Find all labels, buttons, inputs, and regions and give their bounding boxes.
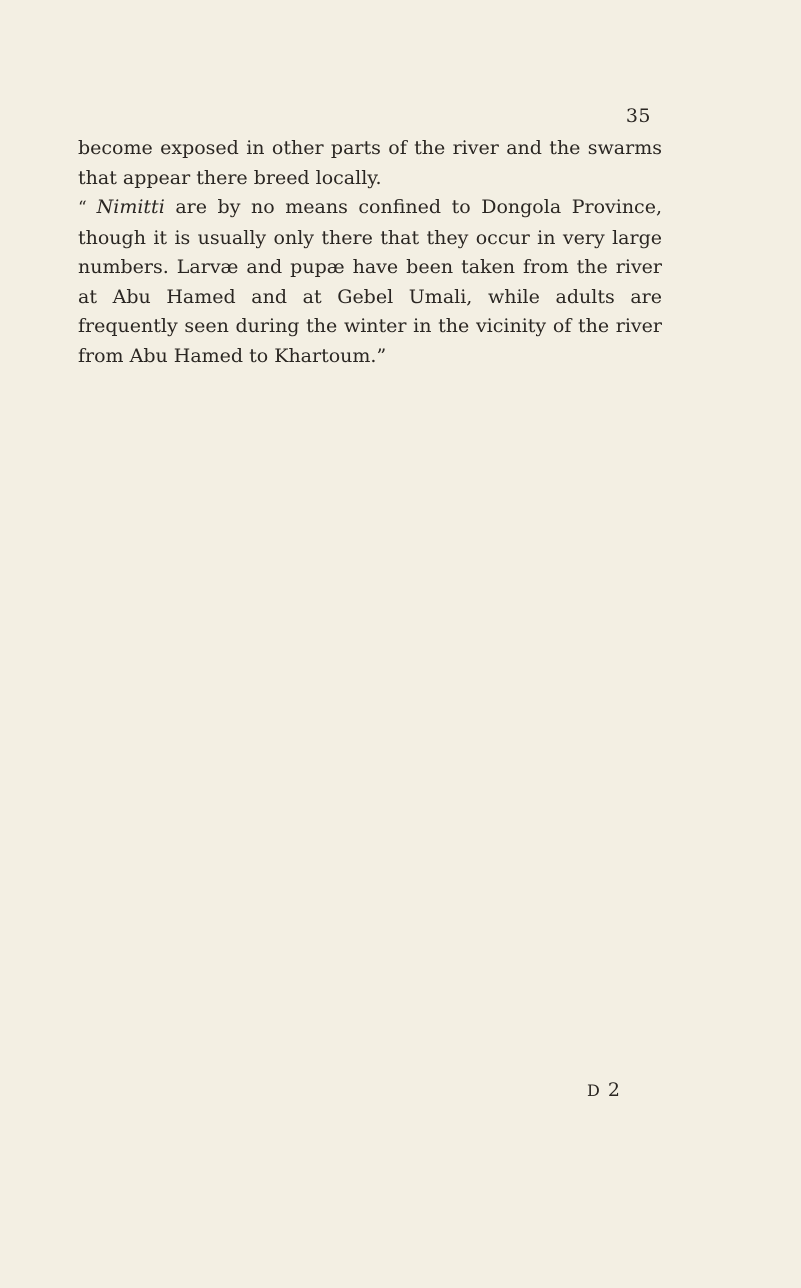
signature-mark: [587, 1079, 620, 1101]
opening-quote: “: [78, 198, 97, 218]
paragraph-1: become exposed in other parts of the river and the swarms that appear there breed locally.: [78, 137, 662, 189]
body-text: [78, 134, 662, 371]
italic-term: Nimitti: [96, 196, 165, 218]
paragraph-2-text: are by no means confined to Dongola Province, though it is usually only there that they occur in very large numbers. Larvæ and pupæ have been taken from the river at Abu Hamed and at Gebel Umali, while adults are frequently seen during the winter in the vicinity of the river from Abu Hamed to Khartoum.”: [78, 196, 662, 367]
signature-number: 2: [607, 1079, 620, 1101]
page-number: 35: [625, 105, 651, 127]
paragraph-2: [78, 193, 662, 371]
signature-letter: D: [587, 1081, 600, 1100]
